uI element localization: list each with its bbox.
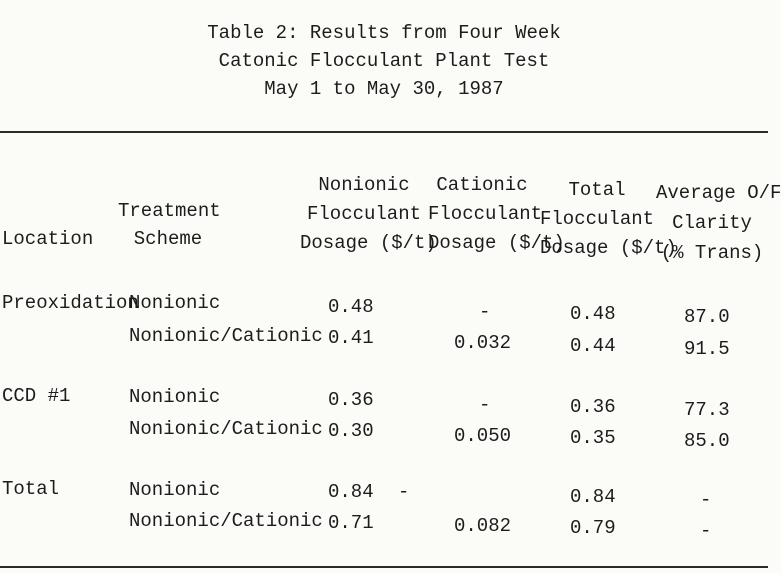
total-dosage-cell: 0.36 xyxy=(570,396,616,418)
nonionic-dosage-cell: 0.48 xyxy=(328,296,374,318)
table-title-line-2: Catonic Flocculant Plant Test xyxy=(218,50,550,72)
cationic-dosage-cell: - xyxy=(479,394,491,416)
header-total-line-1: Total xyxy=(568,179,626,201)
bottom-rule xyxy=(0,566,768,568)
header-treatment-line-1: Treatment xyxy=(118,200,221,222)
cationic-dosage-cell: - xyxy=(398,481,410,503)
header-clarity-line-2: Clarity xyxy=(672,212,752,234)
cationic-dosage-cell: - xyxy=(479,301,491,323)
total-dosage-cell: 0.84 xyxy=(570,486,616,508)
header-cationic-line-3: Dosage ($/t) xyxy=(428,232,565,254)
cationic-dosage-cell: 0.032 xyxy=(454,332,512,354)
scheme-cell: Nonionic xyxy=(129,292,221,314)
table-title-line-3: May 1 to May 30, 1987 xyxy=(264,78,504,100)
location-total: Total xyxy=(2,478,60,500)
header-treatment-line-2: Scheme xyxy=(133,228,203,250)
clarity-cell: 77.3 xyxy=(684,399,730,421)
header-location: Location xyxy=(2,228,94,250)
total-dosage-cell: 0.44 xyxy=(570,335,616,357)
clarity-cell: 85.0 xyxy=(684,430,730,452)
header-clarity-line-1: Average O/F xyxy=(656,182,781,204)
total-dosage-cell: 0.79 xyxy=(570,517,616,539)
location-ccd-1: CCD #1 xyxy=(2,385,71,407)
header-nonionic-line-3: Dosage ($/t) xyxy=(300,232,437,254)
scheme-cell: Nonionic/Cationic xyxy=(129,418,323,440)
table-title-line-1: Table 2: Results from Four Week xyxy=(207,22,561,44)
total-dosage-cell: 0.48 xyxy=(570,303,616,325)
clarity-cell: - xyxy=(700,489,712,511)
header-nonionic-line-2: Flocculant xyxy=(306,203,422,225)
nonionic-dosage-cell: 0.84 xyxy=(328,481,374,503)
header-total-line-2: Flocculant xyxy=(540,208,655,230)
scheme-cell: Nonionic xyxy=(129,479,221,501)
nonionic-dosage-cell: 0.30 xyxy=(328,420,374,442)
clarity-cell: - xyxy=(700,520,712,542)
top-rule xyxy=(0,131,768,133)
nonionic-dosage-cell: 0.36 xyxy=(328,389,374,411)
header-total-line-3: Dosage ($/t) xyxy=(540,237,677,259)
total-dosage-cell: 0.35 xyxy=(570,427,616,449)
location-preoxidation: Preoxidation xyxy=(2,292,139,314)
scheme-cell: Nonionic/Cationic xyxy=(129,510,323,532)
nonionic-dosage-cell: 0.71 xyxy=(328,512,374,534)
nonionic-dosage-cell: 0.41 xyxy=(328,327,374,349)
header-cationic-line-1: Cationic xyxy=(436,174,528,196)
header-cationic-line-2: Flocculant xyxy=(428,203,543,225)
cationic-dosage-cell: 0.082 xyxy=(454,515,512,537)
scheme-cell: Nonionic/Cationic xyxy=(129,325,323,347)
header-nonionic-line-1: Nonionic xyxy=(318,174,410,196)
clarity-cell: 87.0 xyxy=(684,306,730,328)
clarity-cell: 91.5 xyxy=(684,338,730,360)
header-clarity-line-3: (% Trans) xyxy=(660,242,764,264)
scheme-cell: Nonionic xyxy=(129,386,221,408)
cationic-dosage-cell: 0.050 xyxy=(454,425,512,447)
